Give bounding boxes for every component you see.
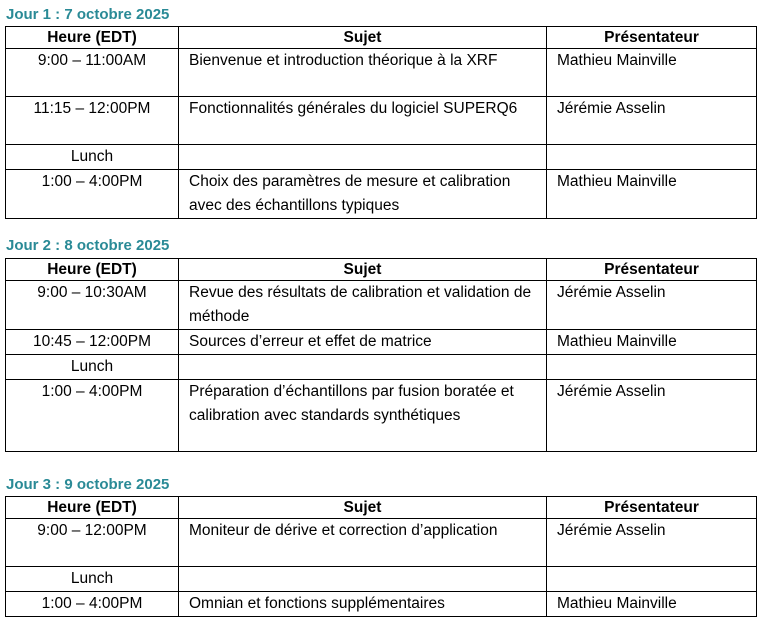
table-row — [6, 380, 757, 452]
row-subject: Omnian et fonctions supplémentaires — [179, 592, 547, 617]
table-row — [6, 592, 757, 617]
header-presenter: Présentateur — [547, 259, 757, 281]
header-presenter: Présentateur — [547, 27, 757, 49]
table-row — [6, 145, 757, 170]
header-subject: Sujet — [179, 259, 547, 281]
row-subject: Revue des résultats de calibration et validation de méthode — [179, 281, 547, 330]
day-1-schedule-table — [5, 26, 757, 219]
header-time: Heure (EDT) — [6, 27, 179, 49]
row-time: Lunch — [6, 355, 179, 380]
day-1-heading: Jour 1 : 7 octobre 2025 — [6, 6, 170, 23]
row-subject — [179, 145, 547, 170]
day-3-schedule-table — [5, 496, 757, 617]
row-presenter — [547, 567, 757, 592]
header-time: Heure (EDT) — [6, 497, 179, 519]
table-row — [6, 519, 757, 567]
row-time: Lunch — [6, 145, 179, 170]
row-time: 1:00 – 4:00PM — [6, 592, 179, 617]
row-subject: Préparation d’échantillons par fusion boratée et calibration avec standards synthétiques — [179, 380, 547, 452]
row-presenter: Mathieu Mainville — [547, 170, 757, 219]
table-row — [6, 330, 757, 355]
header-subject: Sujet — [179, 497, 547, 519]
row-presenter: Jérémie Asselin — [547, 97, 757, 145]
day-3-heading: Jour 3 : 9 octobre 2025 — [6, 476, 170, 493]
row-subject — [179, 567, 547, 592]
row-time: 9:00 – 11:00AM — [6, 49, 179, 97]
row-time: 9:00 – 10:30AM — [6, 281, 179, 330]
table-row — [6, 355, 757, 380]
row-presenter: Jérémie Asselin — [547, 281, 757, 330]
row-time: 10:45 – 12:00PM — [6, 330, 179, 355]
table-row — [6, 49, 757, 97]
row-presenter: Mathieu Mainville — [547, 49, 757, 97]
table-row — [6, 170, 757, 219]
row-subject — [179, 355, 547, 380]
day-2-heading: Jour 2 : 8 octobre 2025 — [6, 237, 170, 254]
header-presenter: Présentateur — [547, 497, 757, 519]
row-presenter — [547, 145, 757, 170]
table-row — [6, 97, 757, 145]
row-time: 11:15 – 12:00PM — [6, 97, 179, 145]
header-subject: Sujet — [179, 27, 547, 49]
header-time: Heure (EDT) — [6, 259, 179, 281]
row-time: 1:00 – 4:00PM — [6, 170, 179, 219]
day-2-schedule-table — [5, 258, 757, 452]
table-header-row — [6, 497, 757, 519]
row-subject: Sources d’erreur et effet de matrice — [179, 330, 547, 355]
row-time: 9:00 – 12:00PM — [6, 519, 179, 567]
table-row — [6, 567, 757, 592]
row-subject: Moniteur de dérive et correction d’application — [179, 519, 547, 567]
row-presenter — [547, 355, 757, 380]
table-header-row — [6, 259, 757, 281]
row-presenter: Jérémie Asselin — [547, 519, 757, 567]
row-subject: Choix des paramètres de mesure et calibration avec des échantillons typiques — [179, 170, 547, 219]
row-presenter: Mathieu Mainville — [547, 592, 757, 617]
row-presenter: Mathieu Mainville — [547, 330, 757, 355]
row-presenter: Jérémie Asselin — [547, 380, 757, 452]
table-header-row — [6, 27, 757, 49]
row-time: 1:00 – 4:00PM — [6, 380, 179, 452]
table-row — [6, 281, 757, 330]
row-time: Lunch — [6, 567, 179, 592]
row-subject: Bienvenue et introduction théorique à la XRF — [179, 49, 547, 97]
row-subject: Fonctionnalités générales du logiciel SUPERQ6 — [179, 97, 547, 145]
